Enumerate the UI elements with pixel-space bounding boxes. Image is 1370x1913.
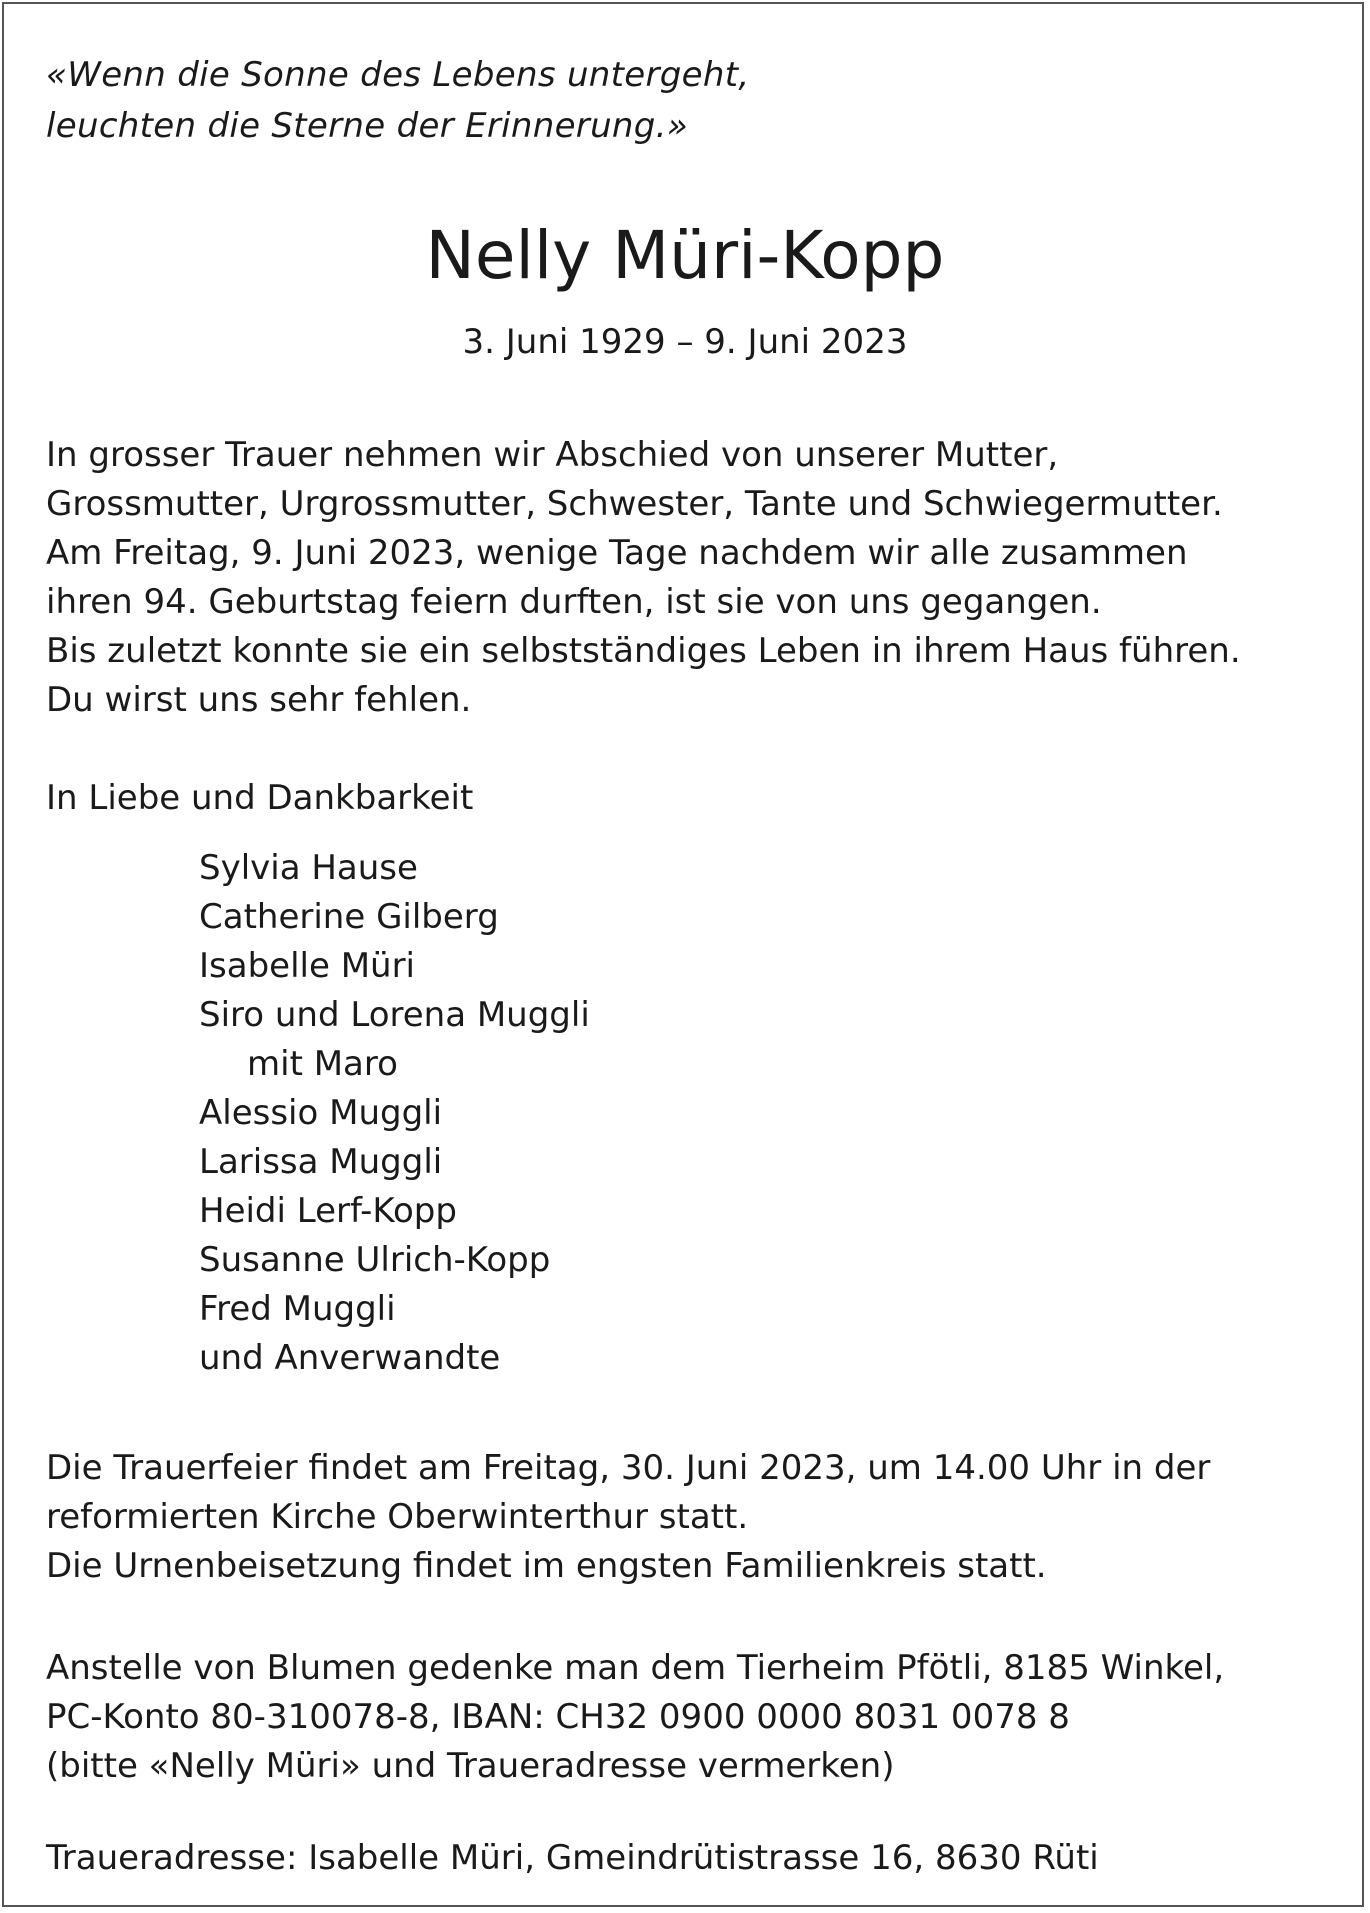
service-info [46, 1444, 1346, 1591]
signatories-list [199, 844, 590, 1383]
intro-paragraph [46, 431, 1346, 725]
quote-line: «Wenn die Sonne des Lebens untergeht, [46, 55, 750, 95]
text-line: Grossmutter, Urgrossmutter, Schwester, Tante und Schwiegermutter. [46, 484, 1223, 524]
text-line: Die Trauerfeier findet am Freitag, 30. Juni 2023, um 14.00 Uhr in der [46, 1448, 1211, 1488]
signatory: und Anverwandte [199, 1338, 501, 1378]
signatory: Isabelle Müri [199, 946, 416, 986]
text-line: In Liebe und Dankbarkeit [46, 778, 474, 818]
signatory: Siro und Lorena Muggli [199, 995, 590, 1035]
text-line: reformierten Kirche Oberwinterthur statt. [46, 1497, 749, 1537]
signatory: Heidi Lerf-Kopp [199, 1191, 457, 1231]
notice-frame [2, 2, 1364, 1907]
text-line: ihren 94. Geburtstag feiern durften, ist sie von uns gegangen. [46, 582, 1102, 622]
donation-info [46, 1644, 1346, 1791]
closing-greeting [46, 774, 1346, 823]
text-line: In grosser Trauer nehmen wir Abschied von unserer Mutter, [46, 435, 1059, 475]
text-line: (bitte «Nelly Müri» und Traueradresse vermerken) [46, 1746, 895, 1786]
text-line: Anstelle von Blumen gedenke man dem Tierheim Pfötli, 8185 Winkel, [46, 1648, 1225, 1688]
epigraph-quote [46, 50, 1146, 152]
text-line: Bis zuletzt konnte sie ein selbstständiges Leben in ihrem Haus führen. [46, 631, 1241, 671]
signatory: Fred Muggli [199, 1289, 396, 1329]
signatory: Larissa Muggli [199, 1142, 443, 1182]
text-line: PC-Konto 80-310078-8, IBAN: CH32 0900 0000 8031 0078 8 [46, 1697, 1070, 1737]
text-line: Du wirst uns sehr fehlen. [46, 680, 472, 720]
text-line: Am Freitag, 9. Juni 2023, wenige Tage nachdem wir alle zusammen [46, 533, 1188, 573]
signatory: Susanne Ulrich-Kopp [199, 1240, 551, 1280]
text-line: Die Urnenbeisetzung findet im engsten Familienkreis statt. [46, 1546, 1047, 1586]
deceased-name: Nelly Müri-Kopp [425, 217, 945, 294]
signatory: mit Maro [247, 1044, 398, 1084]
life-dates: 3. Juni 1929 – 9. Juni 2023 [462, 322, 908, 362]
signatory: Catherine Gilberg [199, 897, 499, 937]
signatory: Alessio Muggli [199, 1093, 443, 1133]
text-line: Traueradresse: Isabelle Müri, Gmeindrütistrasse 16, 8630 Rüti [46, 1838, 1099, 1878]
signatory: Sylvia Hause [199, 848, 418, 888]
quote-line: leuchten die Sterne der Erinnerung.» [46, 106, 689, 146]
mourning-address [46, 1834, 1346, 1883]
